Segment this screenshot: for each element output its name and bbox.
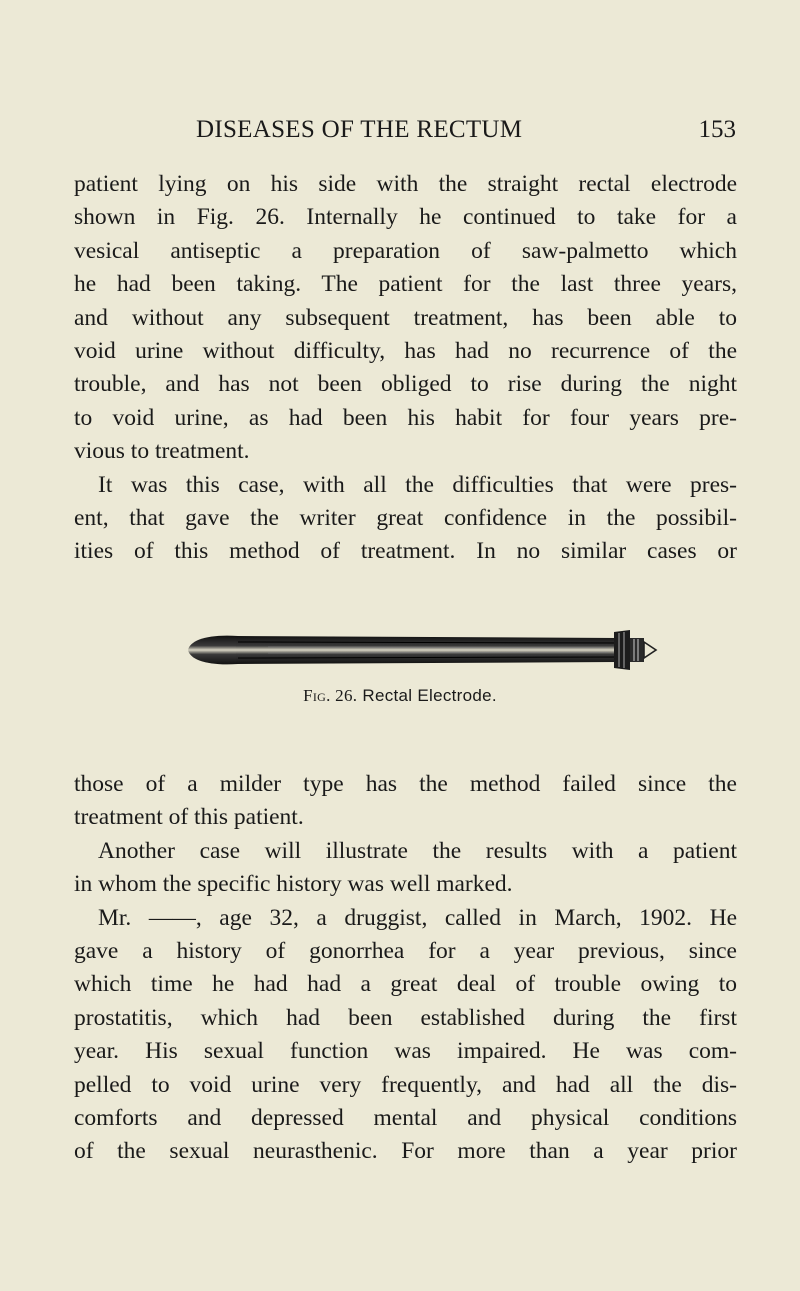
text-line: vesical antiseptic a preparation of saw-palmetto which <box>74 237 737 264</box>
text-line: he had been taking. The patient for the last three years, <box>74 271 737 298</box>
text-line: patient lying on his side with the straight rectal electrode <box>74 171 737 197</box>
text-line: prostatitis, which had been established during the first <box>74 1004 737 1031</box>
text-line: Another case will illustrate the results with a patient <box>98 837 737 864</box>
text-line: to void urine, as had been his habit for four years pre- <box>74 404 737 431</box>
figure-title: Rectal Electrode. <box>362 686 497 705</box>
text-line: trouble, and has not been obliged to rise during the night <box>74 371 737 398</box>
page-number: 153 <box>698 116 736 143</box>
text-line: comforts and depressed mental and physical conditions <box>74 1105 737 1132</box>
running-head <box>196 116 736 148</box>
rectal-electrode-figure <box>178 620 698 680</box>
text-line: shown in Fig. 26. Internally he continued to take for a <box>74 204 737 231</box>
text-line: ities of this method of treatment. In no similar cases or <box>74 538 737 565</box>
running-title: DISEASES OF THE RECTUM <box>196 116 523 143</box>
text-line: and without any subsequent treatment, has been able to <box>74 304 737 331</box>
text-line: pelled to void urine very frequently, and had all the dis- <box>74 1071 737 1098</box>
body-text-top <box>74 168 737 569</box>
text-line: of the sexual neurasthenic. For more than a year prior <box>74 1138 737 1165</box>
rectal-electrode-illustration <box>178 620 698 680</box>
text-line: treatment of this patient. <box>74 804 304 831</box>
text-line: which time he had had a great deal of trouble owing to <box>74 971 737 998</box>
text-line: Mr. ——, age 32, a druggist, called in March, 1902. He <box>98 904 737 931</box>
text-line: void urine without difficulty, has had no recurrence of the <box>74 338 737 365</box>
figure-caption <box>0 686 800 706</box>
text-line: those of a milder type has the method failed since the <box>74 771 737 797</box>
text-line: gave a history of gonorrhea for a year previous, since <box>74 938 737 965</box>
text-line: in whom the specific history was well marked. <box>74 871 513 898</box>
text-line: It was this case, with all the difficulties that were pres- <box>98 471 737 498</box>
body-text-bottom <box>74 768 737 1169</box>
figure-label: Fig. 26. <box>303 686 358 705</box>
text-line: vious to treatment. <box>74 438 250 465</box>
text-line: ent, that gave the writer great confidence in the possibil- <box>74 505 737 532</box>
text-line: year. His sexual function was impaired. He was com- <box>74 1038 737 1065</box>
